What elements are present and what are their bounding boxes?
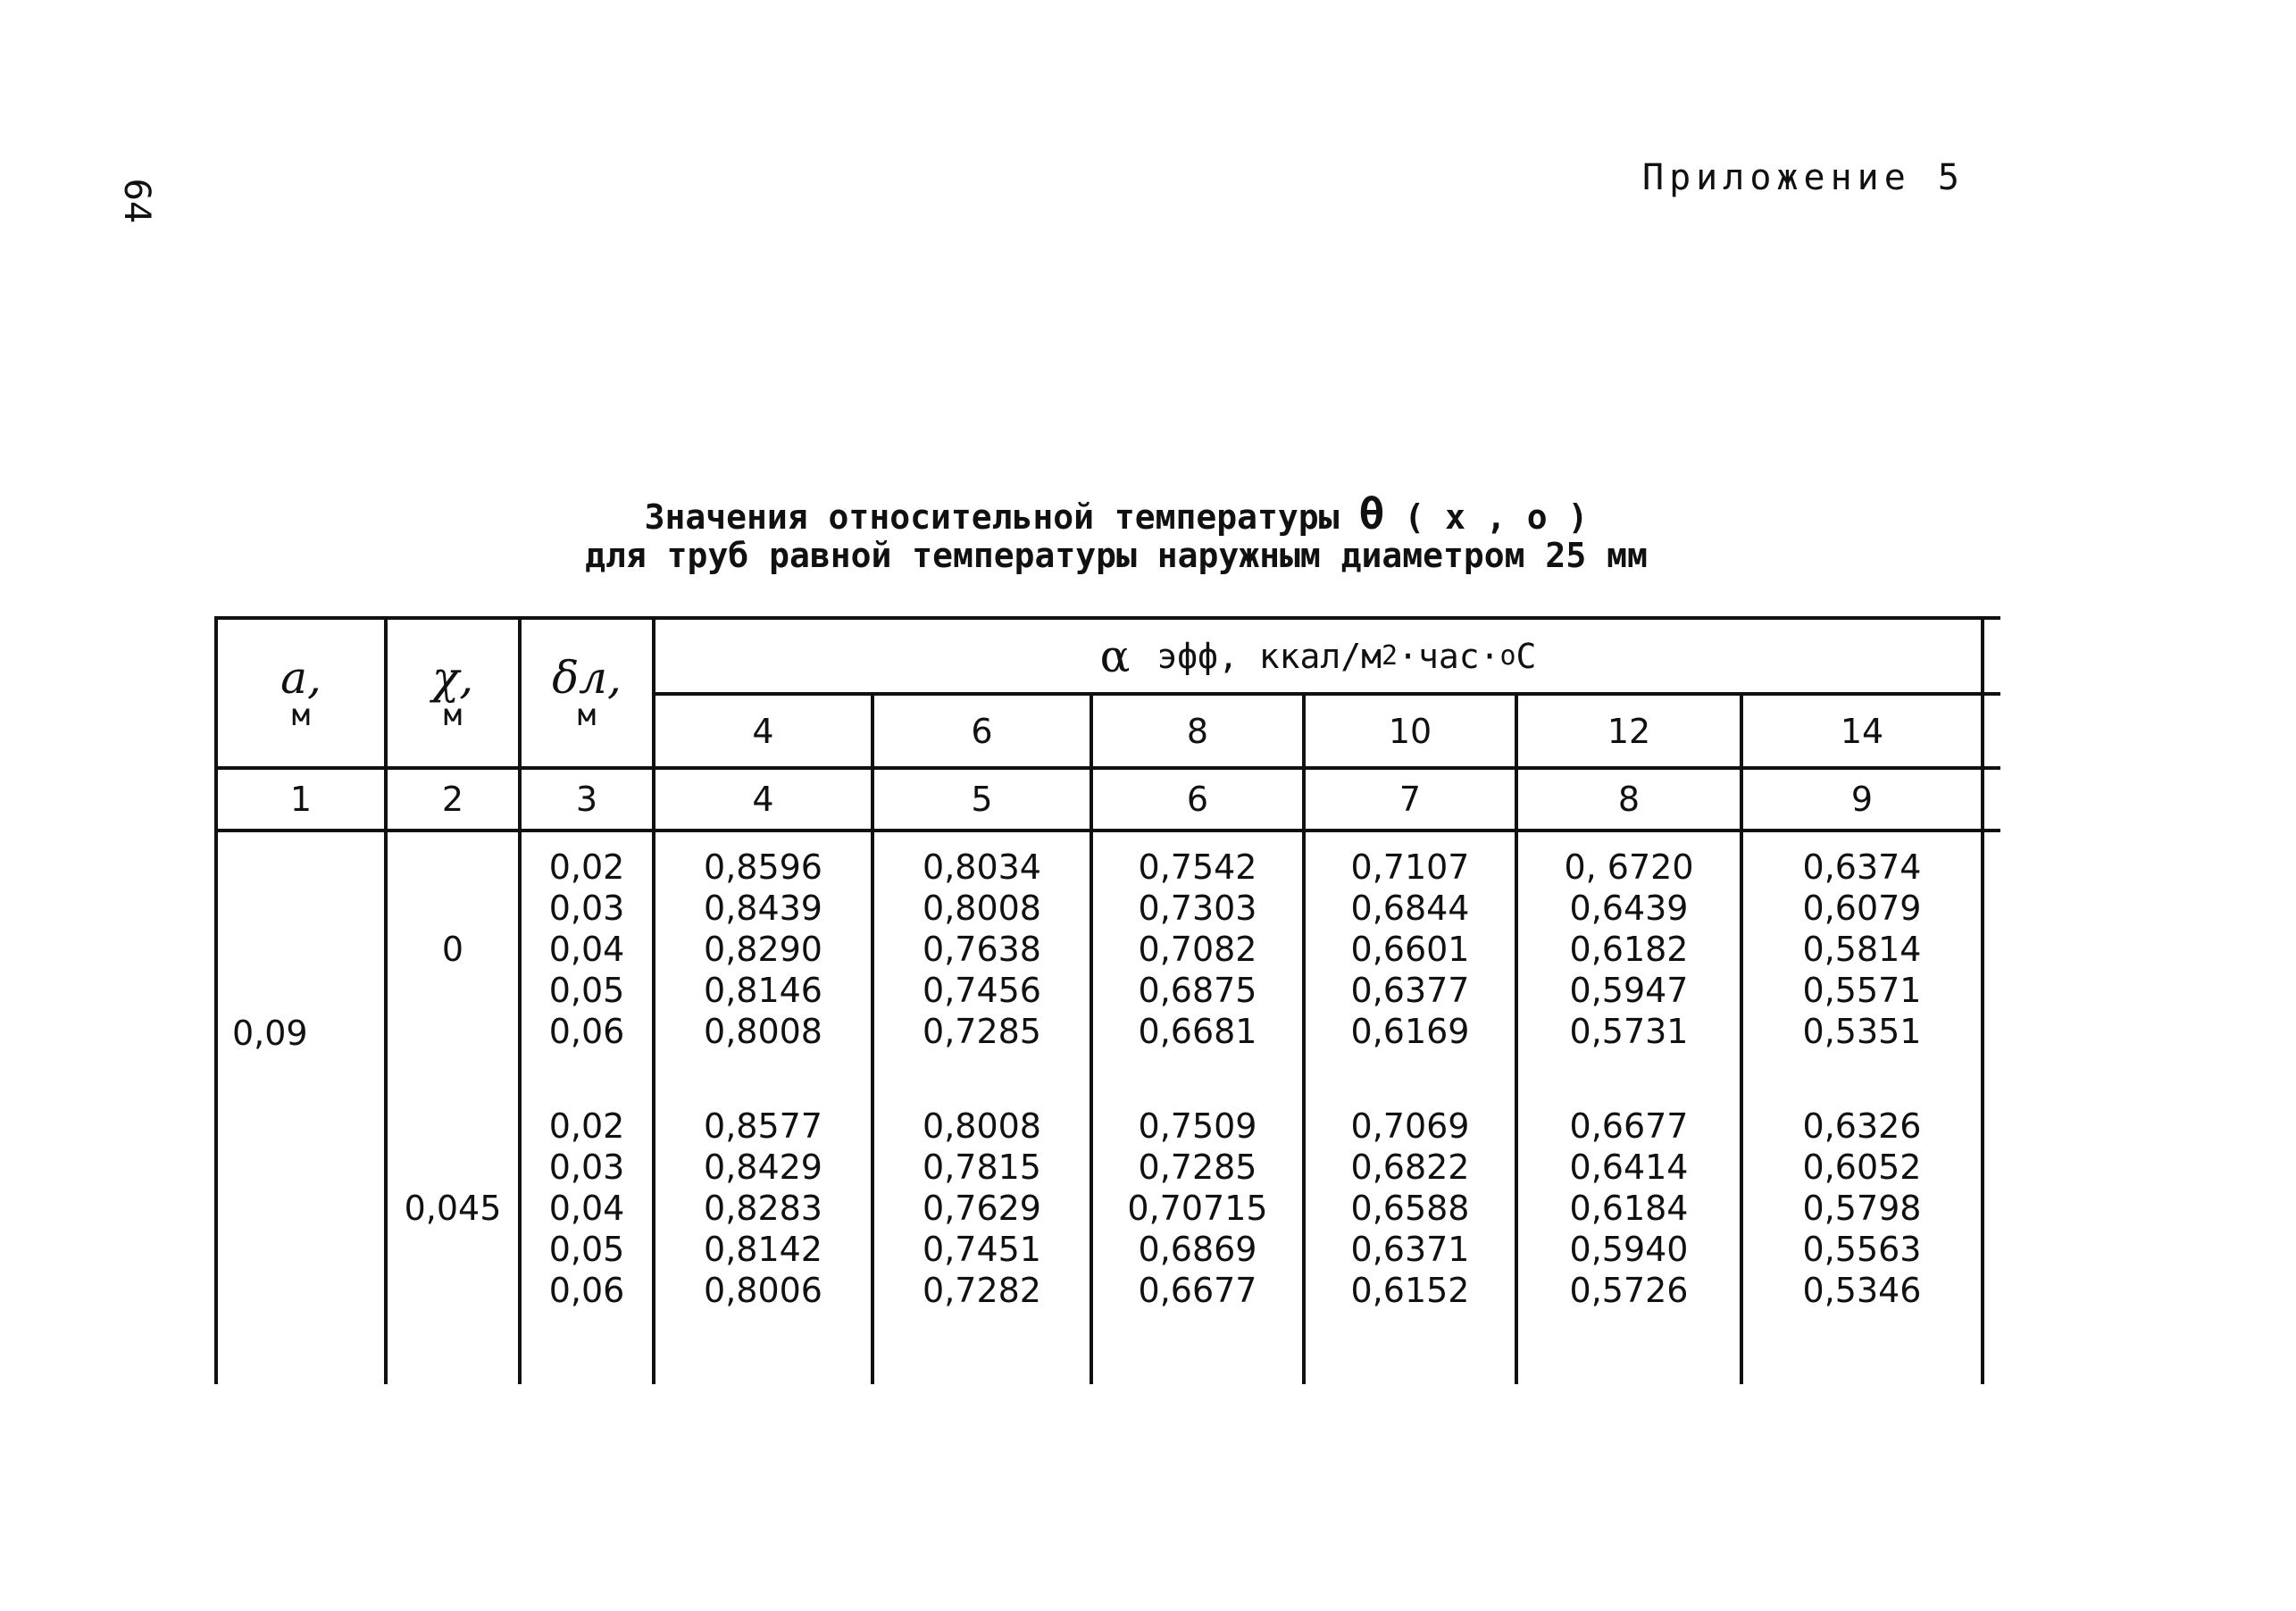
table-cell: 0,7107 [1350, 847, 1470, 887]
table-cell: 0,5571 [1802, 971, 1922, 1010]
delta-value: 0,06 [548, 1012, 625, 1051]
delta-value: 0,04 [548, 930, 625, 969]
table-cell: 0,6844 [1350, 889, 1470, 928]
table-cell: 0, 6720 [1564, 847, 1694, 887]
column-number-8: 8 [1617, 780, 1641, 819]
table-cell: 0,5947 [1569, 971, 1689, 1010]
alpha-rest: ·час· [1398, 636, 1500, 676]
table-cell: 0,7629 [923, 1189, 1041, 1228]
delta-value: 0,05 [548, 971, 625, 1010]
table-cell: 0,7451 [923, 1230, 1041, 1269]
table-cell: 0,6052 [1802, 1148, 1922, 1187]
table-cell: 0,7638 [923, 930, 1041, 969]
header-col-a-symbol: a, [280, 652, 321, 704]
table-cell: 0,8439 [704, 889, 822, 928]
table-cell: 0,8429 [704, 1148, 822, 1187]
table-cell: 0,6588 [1350, 1189, 1470, 1228]
x-value-1: 0 [441, 930, 464, 969]
delta-value: 0,03 [548, 889, 625, 928]
table-cell: 0,7069 [1350, 1106, 1470, 1146]
table-cell: 0,8146 [704, 971, 822, 1010]
table-cell: 0,7285 [1138, 1148, 1257, 1187]
column-number-9: 9 [1850, 780, 1874, 819]
table-cell: 0,7303 [1138, 889, 1257, 928]
header-col-a [218, 620, 384, 766]
table-cell: 0,5731 [1569, 1012, 1689, 1051]
header-alpha-eff [655, 620, 1981, 692]
table-cell: 0,6182 [1569, 930, 1689, 969]
title-prefix: Значения относительной температуры [644, 497, 1340, 537]
table-cell: 0,7542 [1138, 847, 1257, 887]
table-cell: 0,6875 [1138, 971, 1257, 1010]
table-cell: 0,8577 [704, 1106, 822, 1146]
table-cell: 0,7082 [1138, 930, 1257, 969]
table-cell: 0,6869 [1138, 1230, 1257, 1269]
alpha-c: С [1515, 636, 1537, 676]
header-col-x [388, 620, 518, 766]
delta-value: 0,02 [548, 847, 625, 887]
table-cell: 0,7815 [923, 1148, 1041, 1187]
header-col-delta [522, 620, 652, 766]
table-border-right [1981, 616, 1984, 1384]
column-number-6: 6 [1186, 780, 1209, 819]
table-cell: 0,8283 [704, 1189, 822, 1228]
a-value: 0,09 [232, 1014, 308, 1053]
table-cell: 0,6677 [1138, 1271, 1257, 1310]
header-col-a-unit: м [291, 697, 311, 733]
appendix-label: Приложение 5 [1642, 157, 1965, 198]
table-cell: 0,6681 [1138, 1012, 1257, 1051]
alpha-symbol: α [1099, 630, 1131, 682]
header-col-x-unit: м [443, 697, 463, 733]
table-cell: 0,7456 [923, 971, 1041, 1010]
delta-value: 0,04 [548, 1189, 625, 1228]
header-col-x-symbol: χ, [431, 652, 474, 704]
delta-value: 0,06 [548, 1271, 625, 1310]
table-cell: 0,6169 [1350, 1012, 1470, 1051]
title-args: ( x , o ) [1404, 497, 1589, 537]
temperature-table [214, 616, 2000, 1384]
table-cell: 0,5351 [1802, 1012, 1922, 1051]
alpha-sup: 2 [1382, 639, 1398, 672]
table-cell: 0,6184 [1569, 1189, 1689, 1228]
delta-value: 0,02 [548, 1106, 625, 1146]
table-title-line-2: для труб равной температуры наружным диаметром 25 мм [585, 536, 1648, 575]
alpha-value-5: 12 [1607, 711, 1651, 751]
table-cell: 0,6601 [1350, 930, 1470, 969]
header-col-delta-symbol: δл, [552, 652, 622, 704]
column-number-3: 3 [575, 780, 598, 819]
header-col-delta-unit: м [577, 697, 597, 733]
table-cell: 0,6439 [1569, 889, 1689, 928]
table-cell: 0,6677 [1569, 1106, 1689, 1146]
table-cell: 0,6371 [1350, 1230, 1470, 1269]
table-cell: 0,5346 [1802, 1271, 1922, 1310]
alpha-value-3: 8 [1186, 711, 1209, 751]
table-cell: 0,7282 [923, 1271, 1041, 1310]
column-number-2: 2 [441, 780, 464, 819]
x-value-2: 0,045 [404, 1189, 502, 1228]
column-number-5: 5 [971, 780, 993, 819]
column-number-1: 1 [289, 780, 313, 819]
table-cell: 0,5940 [1569, 1230, 1689, 1269]
column-numbers-divider [214, 829, 2000, 832]
column-number-4: 4 [752, 780, 774, 819]
table-cell: 0,70715 [1127, 1189, 1268, 1228]
table-cell: 0,5814 [1802, 930, 1922, 969]
table-cell: 0,8008 [704, 1012, 822, 1051]
page-number: 64 [116, 178, 157, 224]
table-cell: 0,7285 [923, 1012, 1041, 1051]
alpha-value-4: 10 [1388, 711, 1432, 751]
table-cell: 0,5563 [1802, 1230, 1922, 1269]
table-cell: 0,5798 [1802, 1189, 1922, 1228]
table-cell: 0,8034 [923, 847, 1041, 887]
table-cell: 0,6374 [1802, 847, 1922, 887]
table-cell: 0,8006 [704, 1271, 822, 1310]
table-cell: 0,8008 [923, 1106, 1041, 1146]
alpha-value-2: 6 [971, 711, 993, 751]
alpha-value-6: 14 [1840, 711, 1884, 751]
table-cell: 0,6152 [1350, 1271, 1470, 1310]
table-cell: 0,8596 [704, 847, 822, 887]
table-cell: 0,6822 [1350, 1148, 1470, 1187]
table-cell: 0,6377 [1350, 971, 1470, 1010]
table-title-line-1 [268, 489, 1965, 539]
alpha-value-1: 4 [752, 711, 774, 751]
table-cell: 0,6414 [1569, 1148, 1689, 1187]
table-cell: 0,6326 [1802, 1106, 1922, 1146]
alpha-deg: o [1499, 639, 1516, 672]
table-cell: 0,8008 [923, 889, 1041, 928]
delta-value: 0,03 [548, 1148, 625, 1187]
table-cell: 0,8142 [704, 1230, 822, 1269]
theta-symbol: θ [1358, 489, 1385, 539]
column-number-7: 7 [1398, 780, 1422, 819]
table-cell: 0,7509 [1138, 1106, 1257, 1146]
table-cell: 0,8290 [704, 930, 822, 969]
table-cell: 0,5726 [1569, 1271, 1689, 1310]
delta-value: 0,05 [548, 1230, 625, 1269]
table-cell: 0,6079 [1802, 889, 1922, 928]
alpha-label: эфф, ккал/м [1156, 636, 1382, 676]
